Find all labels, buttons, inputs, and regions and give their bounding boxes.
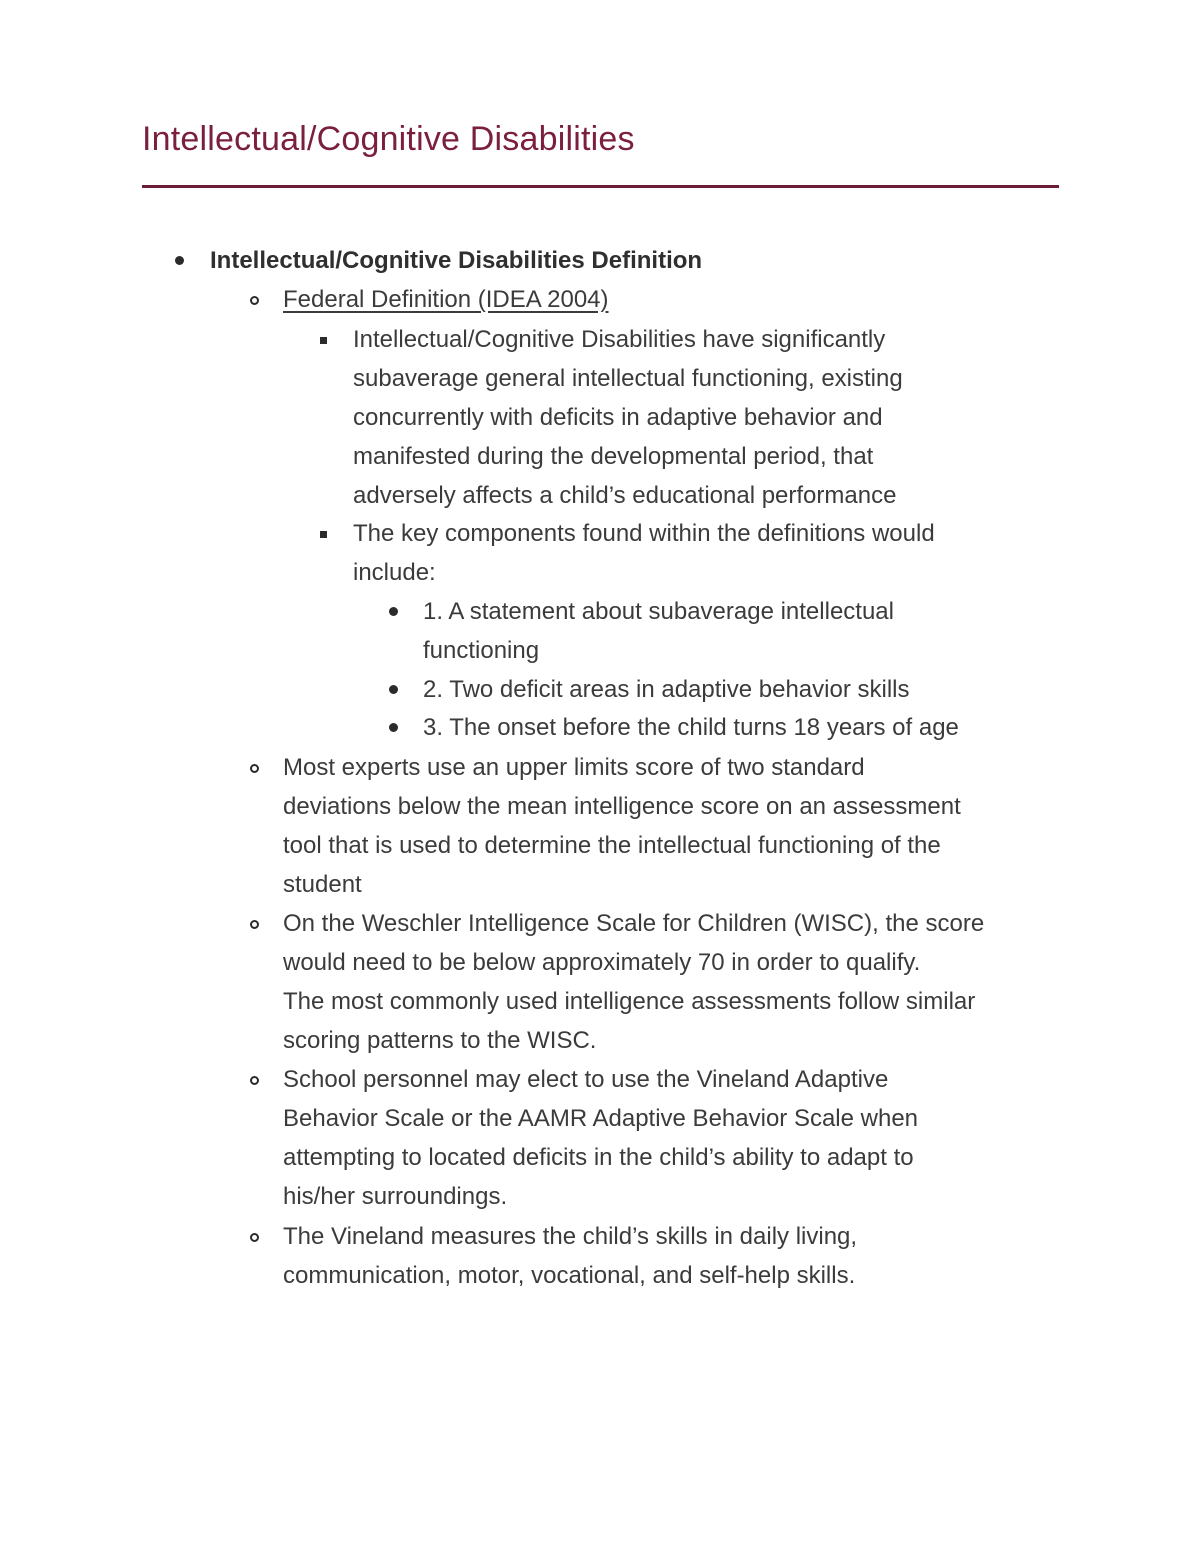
bullet-disc-icon (389, 723, 398, 732)
point-line: his/her surroundings. (283, 1183, 508, 1210)
point-line: deviations below the mean intelligence score on an assessment (283, 793, 961, 820)
components-intro-line: include: (353, 559, 436, 586)
point-line: would need to be below approximately 70 in order to qualify. (283, 949, 921, 976)
definition-line: manifested during the developmental period, that (353, 443, 874, 470)
bullet-circle-icon (250, 764, 259, 773)
bullet-circle-icon (250, 296, 259, 305)
point-line: tool that is used to determine the intellectual functioning of the (283, 832, 941, 859)
title-divider (142, 185, 1059, 188)
component-item: functioning (423, 637, 540, 664)
federal-definition-label: Federal Definition (IDEA 2004) (283, 286, 609, 313)
point-line: The Vineland measures the child’s skills in daily living, (283, 1223, 858, 1250)
components-intro-line: The key components found within the definitions would (353, 520, 935, 547)
point-line: Most experts use an upper limits score of two standard (283, 754, 865, 781)
point-line: Behavior Scale or the AAMR Adaptive Behavior Scale when (283, 1105, 919, 1132)
definition-line: adversely affects a child’s educational performance (353, 482, 897, 509)
section-heading: Intellectual/Cognitive Disabilities Definition (210, 247, 703, 274)
point-line: The most commonly used intelligence assessments follow similar (283, 988, 976, 1015)
component-item: 1. A statement about subaverage intellectual (423, 598, 894, 625)
point-line: attempting to located deficits in the child’s ability to adapt to (283, 1144, 914, 1171)
point-line: School personnel may elect to use the Vineland Adaptive (283, 1066, 889, 1093)
bullet-disc-icon (389, 685, 398, 694)
page-title: Intellectual/Cognitive Disabilities (142, 120, 635, 158)
bullet-disc-icon (175, 256, 184, 265)
bullet-circle-icon (250, 1076, 259, 1085)
bullet-disc-icon (389, 607, 398, 616)
component-item: 2. Two deficit areas in adaptive behavior skills (423, 676, 910, 703)
bullet-circle-icon (250, 920, 259, 929)
definition-line: subaverage general intellectual functioning, existing (353, 365, 903, 392)
point-line: scoring patterns to the WISC. (283, 1027, 597, 1054)
definition-line: Intellectual/Cognitive Disabilities have significantly (353, 326, 886, 353)
bullet-circle-icon (250, 1233, 259, 1242)
bullet-square-icon (320, 531, 327, 538)
point-line: On the Weschler Intelligence Scale for Children (WISC), the score (283, 910, 985, 937)
point-line: student (283, 871, 362, 898)
point-line: communication, motor, vocational, and self-help skills. (283, 1262, 856, 1289)
bullet-square-icon (320, 337, 327, 344)
component-item: 3. The onset before the child turns 18 years of age (423, 714, 959, 741)
definition-line: concurrently with deficits in adaptive behavior and (353, 404, 883, 431)
